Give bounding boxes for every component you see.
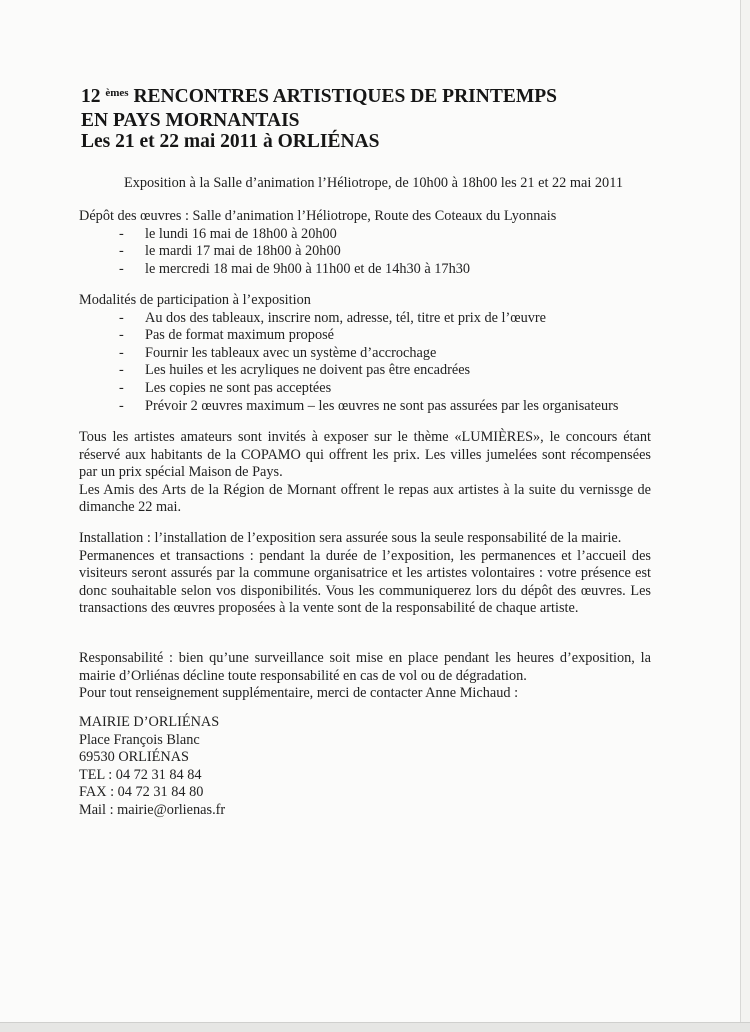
modalites-list [79, 310, 651, 416]
depot-section [79, 208, 651, 278]
contact-phone: TEL : 04 72 31 84 84 [79, 766, 202, 783]
list-item: - le lundi 16 mai de 18h00 à 20h00 [79, 226, 651, 244]
theme-paragraph: Tous les artistes amateurs sont invités à exposer sur le thème «LUMIÈRES», le concours étant réservé aux habitants de la COPAMO qui offrent les prix. Les villes jumelées sont récompensées par un prix spécial Maison de Pays. [79, 429, 651, 481]
installation-paragraph: Installation : l’installation de l’exposition sera assurée sous la seule responsabilité de la mairie. [79, 530, 622, 546]
theme-section [79, 429, 651, 517]
contact-block [79, 714, 651, 820]
title-line-3: Les 21 et 22 mai 2011 à ORLIÉNAS [81, 131, 380, 152]
exposition-line: Exposition à la Salle d’animation l’Héliotrope, de 10h00 à 18h00 les 21 et 22 mai 2011 [124, 175, 623, 191]
depot-heading: Dépôt des œuvres : Salle d’animation l’Héliotrope, Route des Coteaux du Lyonnais [79, 208, 557, 224]
repas-paragraph: Les Amis des Arts de la Région de Mornant offrent le repas aux artistes à la suite du vernissge de dimanche 22 mai. [79, 481, 651, 516]
depot-list [79, 226, 651, 279]
list-item: - le mercredi 18 mai de 9h00 à 11h00 et de 14h30 à 17h30 [79, 261, 651, 279]
title-line-2: EN PAYS MORNANTAIS [81, 110, 300, 131]
contact-street: Place François Blanc [79, 731, 200, 748]
document-title [81, 86, 557, 152]
contact-city: 69530 ORLIÉNAS [79, 749, 190, 766]
contact-fax: FAX : 04 72 31 84 80 [79, 784, 204, 801]
renseignement-line: Pour tout renseignement supplémentaire, merci de contacter Anne Michaud : [79, 685, 519, 702]
list-item: - le mardi 17 mai de 18h00 à 20h00 [79, 243, 651, 261]
list-item: - Prévoir 2 œuvres maximum – les œuvres ne sont pas assurées par les organisateurs [79, 398, 651, 416]
list-item: - Fournir les tableaux avec un système d’accrochage [79, 345, 651, 363]
modalites-section [79, 292, 651, 415]
title-superscript: èmes [105, 87, 129, 99]
permanences-paragraph: Permanences et transactions : pendant la durée de l’exposition, les permanences et l’accueil des visiteurs seront assurés par la commune organisatrice et les artistes volontaires : votre présence est donc souhaitable selon vos disponibilités. Vous les communiquerez lors du dépôt des œuvres. Les transactions des œuvres proposées à la vente sont de la responsabilité de chaque artiste. [79, 547, 651, 617]
contact-name: MAIRIE D’ORLIÉNAS [79, 714, 220, 730]
list-item: - Les huiles et les acryliques ne doivent pas être encadrées [79, 362, 651, 380]
contact-email: Mail : mairie@orlienas.fr [79, 801, 226, 818]
responsabilite-paragraph: Responsabilité : bien qu’une surveillance soit mise en place pendant les heures d’exposition, la mairie d’Orliénas décline toute responsabilité en cas de vol ou de dégradation. [79, 650, 651, 684]
modalites-heading: Modalités de participation à l’exposition [79, 292, 311, 308]
title-line-1: 12 $^{èmes}$ RENCONTRES ARTISTIQUES DE PRINTEMPS [81, 86, 558, 107]
list-item: - Les copies ne sont pas acceptées [79, 380, 651, 398]
installation-section [79, 530, 651, 618]
list-item: - Au dos des tableaux, inscrire nom, adresse, tél, titre et prix de l’œuvre [79, 310, 651, 328]
list-item: - Pas de format maximum proposé [79, 327, 651, 345]
responsabilite-section [79, 650, 651, 703]
